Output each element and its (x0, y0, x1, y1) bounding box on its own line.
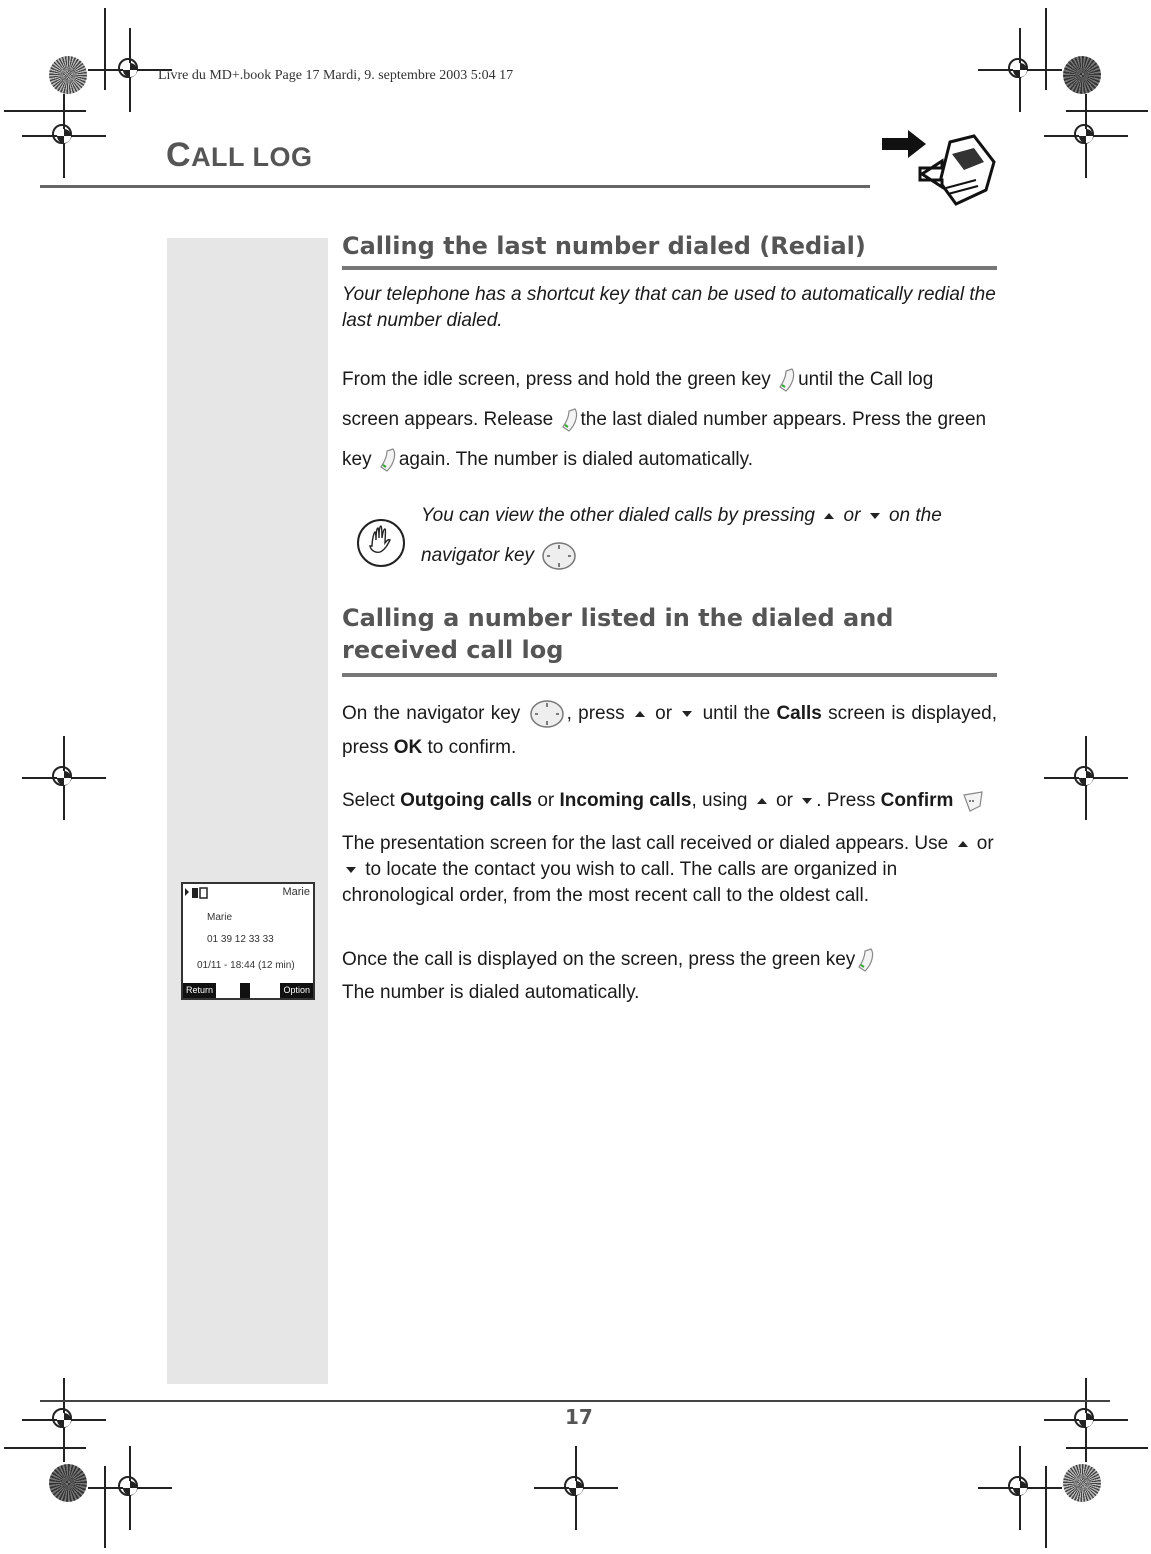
calls-label: Calls (776, 703, 822, 724)
up-arrow-icon (824, 513, 834, 519)
green-key-icon (778, 367, 796, 393)
call-log-phone-arrow-icon (880, 128, 1005, 210)
registration-mark (44, 116, 84, 156)
chapter-title (166, 136, 313, 175)
down-arrow-icon (802, 798, 812, 804)
navigator-key-icon (541, 541, 577, 571)
registration-mark (556, 1468, 596, 1508)
text-run: or (971, 833, 994, 854)
text-run: until the (696, 703, 777, 724)
confirm-label: Confirm (880, 790, 954, 811)
green-key-icon (561, 407, 579, 433)
section-rule (342, 673, 997, 677)
presentation-screen-text (342, 831, 997, 909)
signal-battery-icon (185, 886, 211, 900)
color-calibration-disc (1063, 1464, 1101, 1502)
hand-note-icon (356, 518, 406, 568)
registration-mark (1066, 1400, 1106, 1440)
trim-line (1045, 8, 1047, 90)
dial-from-log-text (342, 943, 997, 1009)
phone-contact-name: Marie (207, 912, 233, 923)
chapter-rule (40, 185, 870, 188)
text-run: The presentation screen for the last call received or dialed appears. Use (342, 833, 954, 854)
text-run: to locate the contact you wish to call. The calls are organized in chronological order, from the most recent call to the oldest call. (342, 859, 898, 906)
trim-line (4, 1447, 86, 1449)
trim-line (104, 8, 106, 90)
down-arrow-icon (870, 513, 880, 519)
text-run: You can view the other dialed calls by pressing (421, 505, 821, 526)
text-run: until the Call log screen appears. Release (342, 369, 934, 430)
text-run: or (532, 790, 560, 811)
registration-mark (44, 758, 84, 798)
phone-top-name: Marie (282, 886, 310, 898)
text-run: , press (566, 703, 631, 724)
text-run: screen is displayed, press (342, 703, 997, 758)
registration-mark (1000, 50, 1040, 90)
trim-line (1045, 1466, 1047, 1548)
registration-mark (44, 1400, 84, 1440)
section-call-log-title: Calling a number listed in the dialed and received call log (342, 604, 894, 664)
color-calibration-disc (49, 1464, 87, 1502)
margin-sidebar (167, 238, 328, 1384)
text-run: The number is dialed automatically. (342, 982, 640, 1003)
trim-line (4, 110, 86, 112)
incoming-calls-label: Incoming calls (559, 790, 692, 811)
print-header: Livre du MD+.book Page 17 Mardi, 9. septembre 2003 5:04 17 (158, 68, 514, 83)
ok-label: OK (393, 737, 423, 758)
chapter-title-rest: ALL LOG (191, 142, 313, 172)
section-call-log (342, 602, 997, 1009)
text-run: on the navigator key (421, 505, 942, 566)
text-run: the last dialed number appears. Press the green key (342, 409, 987, 470)
text-run: Select (342, 790, 401, 811)
phone-option-softkey: Option (280, 983, 313, 998)
text-run: or (770, 790, 799, 811)
trim-line (1066, 1447, 1148, 1449)
text-run: or (648, 703, 679, 724)
section-rule (342, 266, 997, 270)
color-calibration-disc (49, 56, 87, 94)
phone-return-softkey: Return (183, 983, 216, 998)
redial-instructions (342, 360, 992, 480)
down-arrow-icon (682, 711, 692, 717)
footer-rule (40, 1400, 1110, 1402)
registration-mark (1000, 1468, 1040, 1508)
text-run: again. The number is dialed automatically. (398, 449, 754, 470)
page-number: 17 (565, 1405, 593, 1429)
navigator-key-icon (529, 699, 565, 729)
up-arrow-icon (635, 711, 645, 717)
registration-mark (110, 1468, 150, 1508)
select-calls-instructions (342, 785, 997, 817)
section-redial-intro: Your telephone has a shortcut key that can be used to automatically redial the last number dialed. (342, 284, 996, 331)
trim-line (104, 1466, 106, 1548)
phone-contact-number: 01 39 12 33 33 (207, 934, 274, 945)
text-run: On the navigator key (342, 703, 527, 724)
text-run: . Press (816, 790, 881, 811)
green-key-icon (857, 947, 875, 973)
text-run: Once the call is displayed on the screen, press the green key (342, 949, 856, 970)
registration-mark (1066, 116, 1106, 156)
color-calibration-disc (1063, 56, 1101, 94)
text-run: to confirm. (422, 737, 517, 758)
text-run: or (838, 505, 866, 526)
phone-center-icon (240, 983, 250, 998)
text-run: From the idle screen, press and hold the green key (342, 369, 777, 390)
down-arrow-icon (346, 867, 356, 873)
softkey-icon (961, 789, 985, 813)
trim-line (1066, 110, 1148, 112)
green-key-icon (379, 447, 397, 473)
section-redial-title: Calling the last number dialed (Redial) (342, 232, 866, 260)
up-arrow-icon (958, 841, 968, 847)
outgoing-calls-label: Outgoing calls (400, 790, 533, 811)
navigator-tip (421, 496, 991, 576)
calls-screen-instructions (342, 697, 997, 765)
chapter-title-initial: C (166, 136, 192, 174)
phone-call-datetime: 01/11 - 18:44 (12 min) (197, 960, 295, 971)
registration-mark (1066, 758, 1106, 798)
up-arrow-icon (757, 798, 767, 804)
section-redial (342, 230, 997, 480)
text-run: , using (691, 790, 753, 811)
registration-mark (110, 50, 150, 90)
phone-display-illustration (181, 882, 315, 1000)
